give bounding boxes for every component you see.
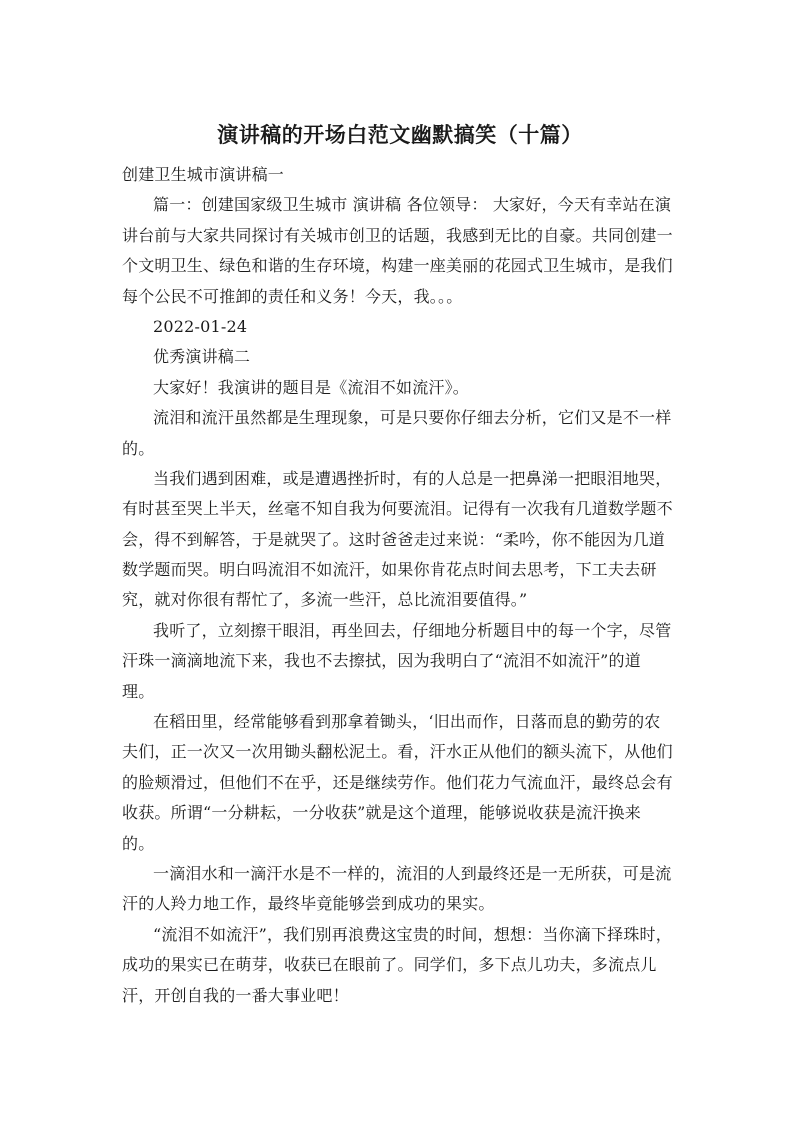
paragraph-line: 夫们，正一次又一次用锄头翻松泥土。看，汗水正从他们的额头流下，从他们 [122,742,673,762]
paragraph-line: 会，得不到解答，于是就哭了。这时爸爸走过来说：“柔吟，你不能因为几道 [122,529,665,549]
paragraph-line: 大家好！我演讲的题目是《流泪不如流汗》。 [153,377,470,397]
paragraph-line: “流泪不如流汗”，我们别再浪费这宝贵的时间，想想：当你滴下择珠时， [153,924,672,944]
paragraph-line: 理。 [122,681,155,701]
paragraph-line: 的。 [122,833,155,853]
paragraph-line: 究，就对你很有帮忙了，多流一些汗，总比流泪要值得。” [122,590,528,610]
section-heading: 优秀演讲稿二 [153,347,251,367]
paragraph-line: 汗的人羚力地工作，最终毕竟能够尝到成功的果实。 [122,894,495,914]
date-line: 2022-01-24 [153,316,248,336]
paragraph-line: 每个公民不可推卸的责任和义务！今天，我。。。 [122,286,463,306]
paragraph-line: 成功的果实已在萌芽，收获已在眼前了。同学们，多下点儿功夫，多流点儿 [122,955,657,975]
paragraph-line: 有时甚至哭上半天，丝毫不知自我为何要流泪。记得有一次我有几道数学题不 [122,499,673,519]
paragraph-line: 我听了，立刻擦干眼泪，再坐回去，仔细地分析题目中的每一个字，尽管 [153,620,672,640]
paragraph-line: 当我们遇到困难，或是遭遇挫折时，有的人总是一把鼻涕一把眼泪地哭， [153,468,672,488]
paragraph-line: 收获。所谓“一分耕耘，一分收获”就是这个道理，能够说收获是流汗换来 [122,803,641,823]
paragraph-line: 在稻田里，经常能够看到那拿着锄头，‘旧出而作，日落而息的勤劳的农 [153,712,661,732]
section-heading: 创建卫生城市演讲稿一 [122,165,285,184]
paragraph-line: 流泪和流汗虽然都是生理现象，可是只要你仔细去分析，它们又是不一样 [153,408,672,428]
paragraph-line: 篇一：创建国家级卫生城市 演讲稿 各位领导： 大家好，今天有幸站在演 [153,195,672,215]
paragraph-line: 一滴泪水和一滴汗水是不一样的，流泪的人到最终还是一无所获，可是流 [153,863,672,883]
paragraph-line: 汗，开创自我的一番大事业吧！ [122,985,349,1005]
paragraph-line: 汗珠一滴滴地流下来，我也不去擦拭，因为我明白了“流泪不如流汗”的道 [122,651,641,671]
document-body [122,160,688,1011]
paragraph-line: 的。 [122,438,155,458]
paragraph-line: 讲台前与大家共同探讨有关城市创卫的话题，我感到无比的自豪。共同创建一 [122,225,673,245]
paragraph-line: 数学题而哭。明白吗流泪不如流汗，如果你肯花点时间去思考，下工夫去研 [122,560,657,580]
paragraph-line: 个文明卫生、绿色和谐的生存环境，构建一座美丽的花园式卫生城市，是我们 [122,256,673,276]
document-title: 演讲稿的开场白范文幽默搞笑（十篇） [217,123,583,147]
paragraph-line: 的脸颊滑过，但他们不在乎，还是继续劳作。他们花力气流血汗，最终总会有 [122,772,673,792]
